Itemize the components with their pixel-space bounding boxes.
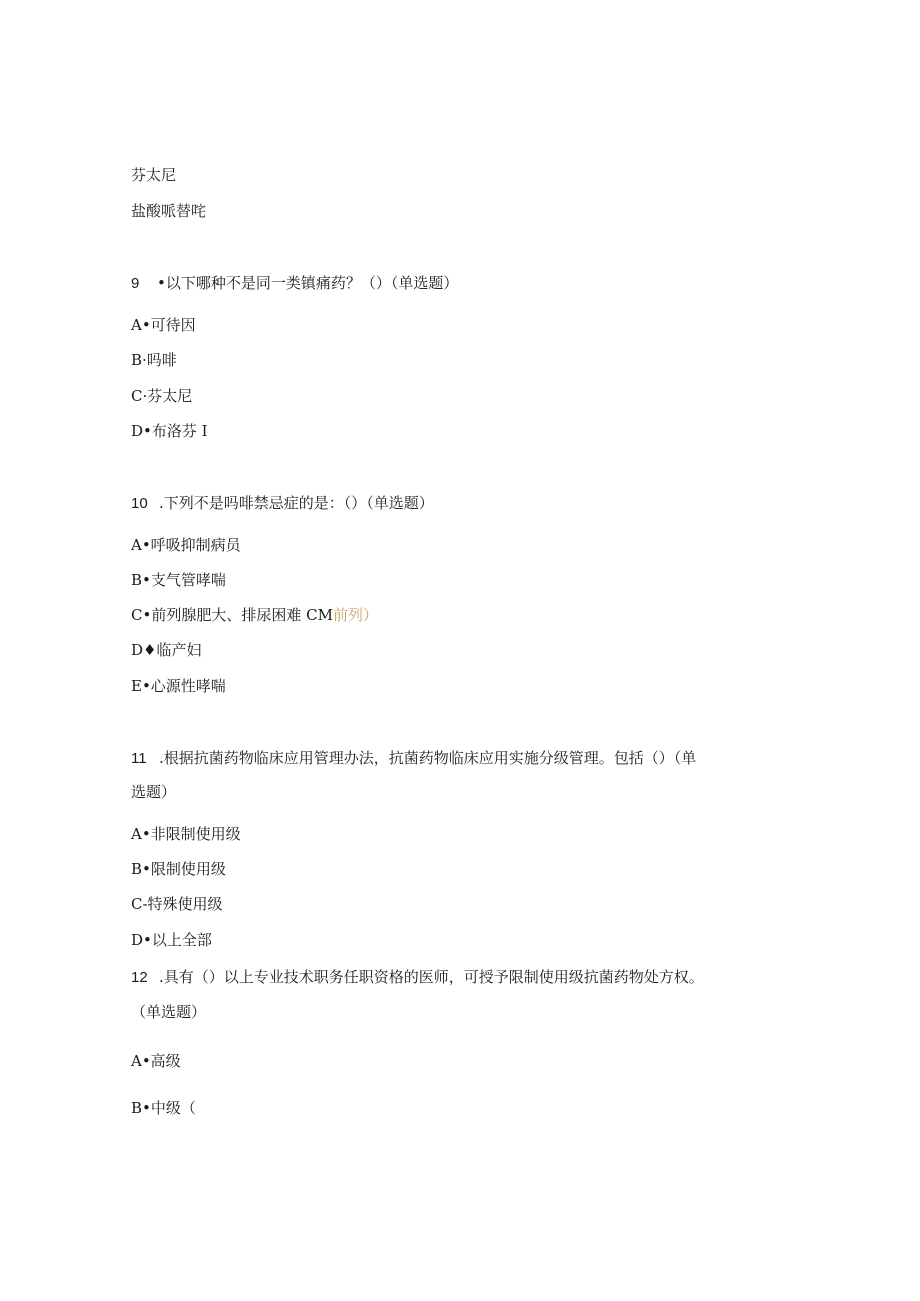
question-number: 9 [131, 275, 140, 292]
question-12-stem [131, 967, 704, 988]
option-c [131, 605, 378, 625]
question-text: .具有（）以上专业技术职务任职资格的医师，可授予限制使用级抗菌药物处方权。 [159, 968, 704, 986]
question-11-stem [131, 748, 696, 769]
option-a: A•可待因 [131, 316, 196, 334]
question-text: •以下哪种不是同一类镇痛药？（）（单选题） [157, 274, 459, 292]
question-text: .根据抗菌药物临床应用管理办法，抗菌药物临床应用实施分级管理。包括（）（单 [159, 749, 697, 767]
option-a: A•高级 [131, 1052, 181, 1070]
text-line: 芬太尼 [131, 166, 177, 184]
option-b: B•中级（ [131, 1099, 196, 1117]
text-line: 盐酸哌替咤 [131, 202, 207, 220]
option-b: B•限制使用级 [131, 860, 226, 878]
option-a: A•呼吸抑制病员 [131, 536, 241, 554]
option-e: E•心源性哮喘 [131, 677, 226, 695]
faded-text: 前列） [332, 606, 378, 624]
option-d: D•以上全部 [131, 931, 212, 949]
question-11-stem-cont: 选题） [131, 783, 177, 801]
option-c: C-特殊使用级 [131, 895, 223, 913]
option-b: B·吗啡 [131, 351, 177, 369]
question-number: 11 [131, 750, 147, 767]
question-text: .下列不是吗啡禁忌症的是：（）（单选题） [159, 494, 434, 512]
option-c: C·芬太尼 [131, 387, 193, 405]
question-10-stem [131, 493, 434, 514]
question-number: 12 [131, 969, 148, 986]
option-a: A•非限制使用级 [131, 825, 241, 843]
option-b: B•支气管哮喘 [131, 571, 226, 589]
option-d: D♦临产妇 [131, 641, 202, 659]
question-number: 10 [131, 495, 148, 512]
option-text: C•前列腺肥大、排尿困难 CM [131, 606, 333, 624]
question-9-stem [131, 273, 458, 294]
option-d: D•布洛芬 I [131, 422, 208, 440]
question-12-stem-cont: （单选题） [131, 1003, 207, 1021]
